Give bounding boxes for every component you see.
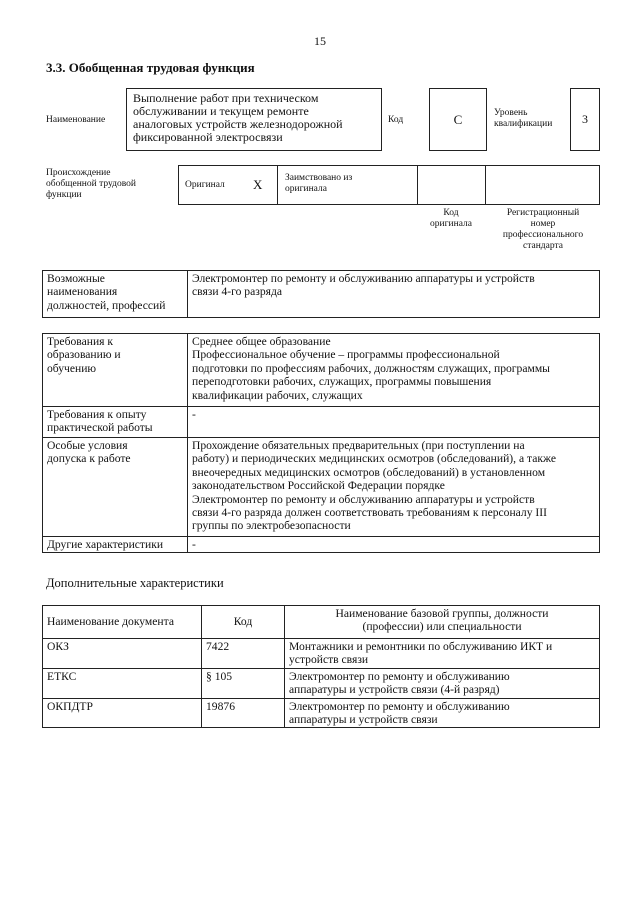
additional-title: Дополнительные характеристики [46,576,224,590]
level-label-line: квалификации [494,119,553,129]
cell-line: Возможные [47,272,105,285]
code-value-box [429,88,487,151]
function-name-line: фиксированной электросвязи [133,130,283,144]
cell-line: аппаратуры и устройств связи (4-й разряд) [289,683,500,697]
header-name [285,606,600,639]
cell-line: связи 4-го разряда [192,285,282,299]
requirement-label [43,438,188,537]
cell-line: переподготовки рабочих, служащих, программы повышения [192,375,492,389]
caption-line: Код [443,208,459,218]
caption-line: стандарта [523,241,563,251]
positions-value [188,271,600,318]
cell-line: Электромонтер по ремонту и обслуживанию аппаратуры и устройств [192,492,535,506]
code-label: Код [388,115,404,125]
cell-line: внеочередных медицинских осмотров (обследований) в установленном [192,465,546,479]
origin-label-line: Происхождение [46,168,111,178]
origin-divider [417,166,418,204]
function-name-box [126,88,382,151]
table-row [43,438,600,537]
row-code: 7422 [202,639,285,669]
requirement-value [188,334,600,407]
function-name-line: аналоговых устройств железнодорожной [133,117,343,131]
caption-line: профессионального [502,230,584,240]
cell-line: наименования [47,285,118,299]
requirement-label [43,537,188,553]
row-doc: ЕТКС [43,668,202,698]
cell-line: Электромонтер по ремонту и обслуживанию [289,699,510,713]
header-code: Код [202,606,285,639]
origin-divider [277,166,278,204]
requirement-value [188,438,600,537]
function-name-line: Выполнение работ при техническом [133,91,319,105]
cell-line: Другие характеристики [47,538,164,551]
level-value-box [570,88,600,151]
row-name [285,639,600,669]
table-row [43,271,600,318]
cell-line: практической работы [47,421,153,435]
cell-line: законодательством Российской Федерации порядке [192,479,445,493]
cell-line: - [192,538,196,551]
original-mark: X [253,177,263,192]
requirement-value [188,407,600,438]
borrowed-label-line: оригинала [285,184,327,194]
caption-line: номер [530,219,556,229]
positions-table [42,270,600,318]
cell-line: Монтажники и ремонтники по обслуживанию ИКТ и [289,640,553,653]
cell-line: обучению [47,361,97,375]
row-name [285,668,600,698]
original-label: Оригинал [185,180,225,190]
cell-line: группы по электробезопасности [192,519,351,533]
table-row [43,668,600,698]
table-row [43,407,600,438]
cell-line: допуска к работе [47,452,131,466]
cell-line: Электромонтер по ремонту и обслуживанию аппаратуры и устройств [192,272,535,285]
level-label [494,108,552,130]
borrowed-label [285,173,352,195]
cell-line: Требования к опыту [47,408,147,421]
borrowed-label-line: Заимствовано из [285,173,353,183]
requirement-label [43,334,188,407]
cell-line: Требования к [47,335,114,348]
code-value: C [453,111,463,127]
cell-line: образованию и [47,348,121,362]
level-value: 3 [582,112,588,126]
header-doc: Наименование документа [43,606,202,639]
requirement-value [188,537,600,553]
cell-line: связи 4-го разряда должен соответствовать требованиям к персоналу III [192,506,547,520]
cell-line: Особые условия [47,439,128,452]
table-row [43,334,600,407]
level-label-line: Уровень [494,108,528,118]
section-title: 3.3. Обобщенная трудовая функция [46,60,255,75]
requirement-label [43,407,188,438]
cell-line: Прохождение обязательных предварительных (при поступлении на [192,439,525,452]
name-label: Наименование [46,115,106,125]
page-number: 15 [314,34,326,48]
positions-label [43,271,188,318]
table-row [43,698,600,728]
cell-line: - [192,408,196,421]
cell-line: Электромонтер по ремонту и обслуживанию [289,669,510,683]
cell-line: (профессии) или специальности [362,620,522,634]
row-doc: ОКПДТР [43,698,202,728]
additional-table [42,605,600,728]
row-code: § 105 [202,668,285,698]
cell-line: должностей, профессий [47,298,166,312]
row-name [285,698,600,728]
origin-label-line: обобщенной трудовой [46,179,136,189]
origin-label [46,168,136,201]
caption-line: Регистрационный [506,208,580,218]
caption-line: оригинала [430,219,472,229]
table-row [43,639,600,669]
cell-line: Профессиональное обучение – программы профессиональной [192,348,500,362]
code-original-caption [416,208,486,230]
table-row [43,537,600,553]
cell-line: устройств связи [289,653,369,667]
origin-box [178,165,600,205]
cell-line: аппаратуры и устройств связи [289,713,438,727]
row-doc: ОКЗ [43,639,202,669]
cell-line: квалификации рабочих, служащих [192,388,363,402]
function-name-line: обслуживании и текущем ремонте [133,104,309,118]
cell-line: подготовки по профессиям рабочих, должностям служащих, программы [192,361,550,375]
row-code: 19876 [202,698,285,728]
cell-line: Наименование базовой группы, должности [335,607,549,620]
table-header-row [43,606,600,639]
cell-line: работу) и периодических медицинских осмотров (обследований), а также [192,452,556,466]
requirements-table [42,333,600,553]
origin-divider [485,166,486,204]
origin-label-line: функции [46,190,82,200]
reg-number-caption [486,208,600,252]
cell-line: Среднее общее образование [192,335,331,348]
